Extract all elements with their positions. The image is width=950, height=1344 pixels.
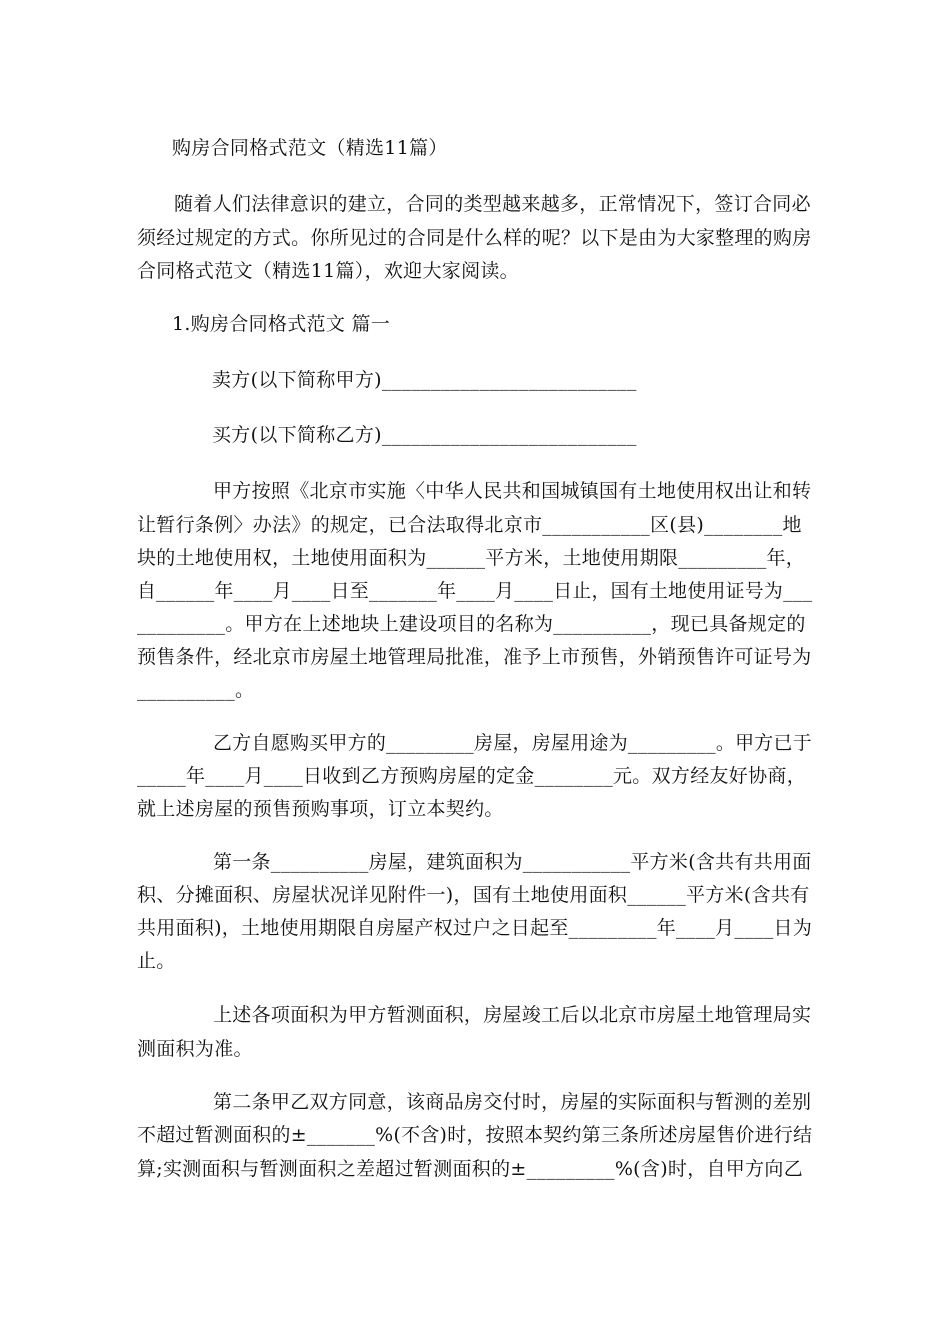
buyer-line: 买方(以下简称乙方)__________________________: [212, 424, 637, 446]
para1-line: __________。: [137, 679, 255, 701]
intro-line: 随着人们法律意识的建立，合同的类型越来越多，正常情况下，签订合同必: [174, 193, 811, 215]
para1-line: 自______年____月____日至_______年____月____日止，国有土地使用证号为___: [137, 580, 813, 602]
para4-line: 上述各项面积为甲方暂测面积，房屋竣工后以北京市房屋土地管理局实: [213, 1004, 812, 1026]
section-heading: 1.购房合同格式范文 篇一: [172, 313, 391, 335]
para3-line: 积、分摊面积、房屋状况详见附件一)，国有土地使用面积______平方米(含共有: [137, 884, 810, 906]
para2-line: 就上述房屋的预售预购事项，订立本契约。: [137, 798, 504, 820]
seller-line: 卖方(以下简称甲方)__________________________: [212, 369, 637, 391]
intro-line: 须经过规定的方式。你所见过的合同是什么样的呢？以下是由为大家整理的购房: [137, 227, 812, 249]
para4-line: 测面积为准。: [137, 1038, 253, 1060]
para3-line: 第一条__________房屋，建筑面积为___________平方米(含共有共用面: [213, 851, 812, 873]
para5-line: 第二条甲乙双方同意，该商品房交付时，房屋的实际面积与暂测的差别: [213, 1091, 812, 1113]
para1-line: 块的土地使用权，土地使用面积为______平方米，土地使用期限_________年，: [137, 547, 806, 569]
para3-line: 共用面积)，土地使用期限自房屋产权过户之日起至_________年____月____日为: [137, 917, 813, 939]
document-title: 购房合同格式范文（精选11篇）: [172, 137, 448, 159]
para2-line: 乙方自愿购买甲方的_________房屋，房屋用途为_________。甲方已于: [213, 732, 813, 754]
para5-line: 算;实测面积与暂测面积之差超过暂测面积的±_________%(含)时，自甲方向乙: [137, 1158, 804, 1180]
para1-line: 甲方按照《北京市实施〈中华人民共和国城镇国有土地使用权出让和转: [213, 480, 812, 502]
intro-line: 合同格式范文（精选11篇），欢迎大家阅读。: [137, 260, 519, 282]
para1-line: _________。甲方在上述地块上建设项目的名称为__________，现已具备规定的: [137, 613, 806, 635]
para1-line: 预售条件，经北京市房屋土地管理局批准，准予上市预售，外销预售许可证号为: [137, 646, 812, 668]
para1-line: 让暂行条例〉办法》的规定，已合法取得北京市___________区(县)________地: [137, 514, 802, 536]
para3-line: 止。: [137, 950, 176, 972]
para2-line: _____年____月____日收到乙方预购房屋的定金________元。双方经友好协商，: [137, 765, 807, 787]
para5-line: 不超过暂测面积的±_______%(不含)时，按照本契约第三条所述房屋售价进行结: [137, 1124, 813, 1146]
